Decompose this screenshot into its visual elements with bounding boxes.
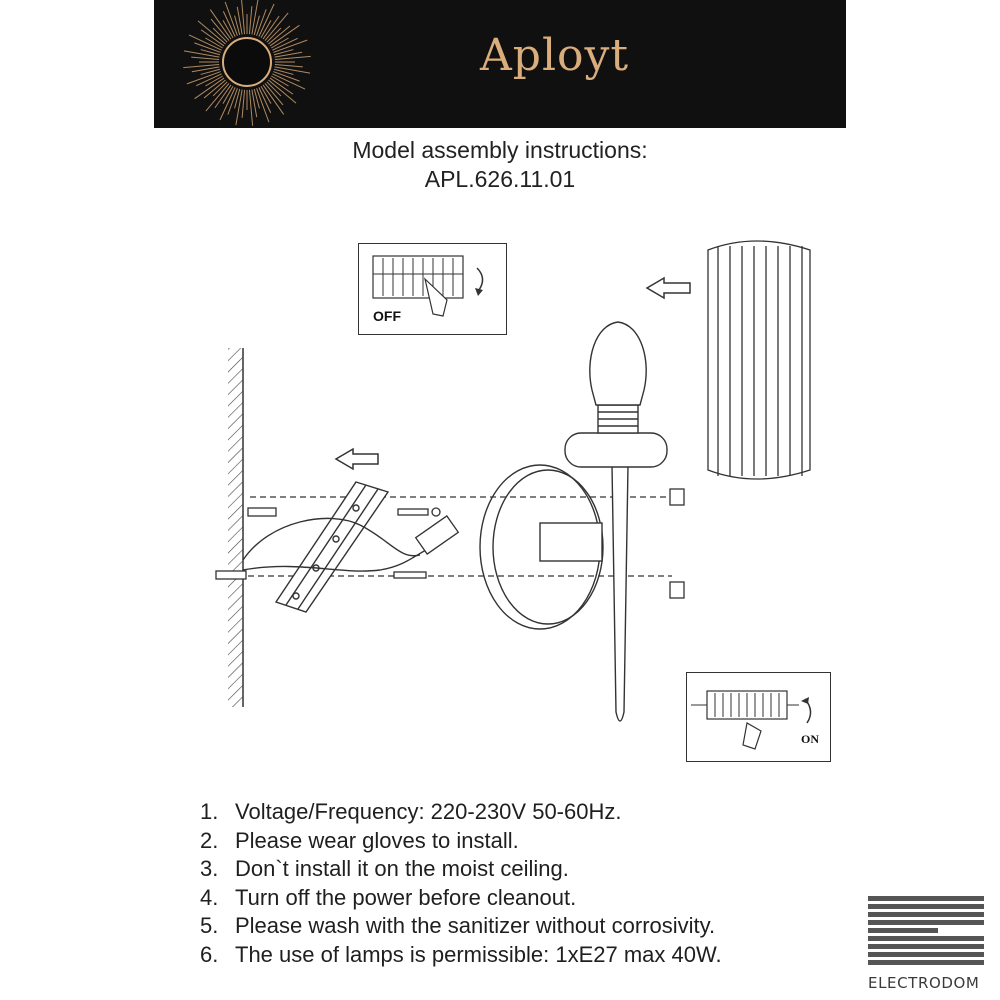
wall-base-plate: [480, 465, 603, 629]
breaker-on-panel: [686, 672, 831, 762]
note-text: Don`t install it on the moist ceiling.: [235, 856, 569, 881]
list-item: [200, 884, 722, 913]
note-text: Please wash with the sanitizer without corrosivity.: [235, 913, 716, 938]
list-item: [200, 827, 722, 856]
note-text: Voltage/Frequency: 220-230V 50-60Hz.: [235, 799, 622, 824]
switch-off-label: OFF: [373, 308, 401, 324]
note-number: 2.: [200, 827, 219, 853]
note-number: 6.: [200, 941, 219, 967]
decorative-nut: [670, 489, 684, 598]
glass-shade: [708, 241, 810, 479]
breaker-off-panel: [358, 243, 507, 335]
lamp-arm: [565, 433, 667, 721]
note-number: 5.: [200, 913, 219, 938]
note-text: The use of lamps is permissible: 1xE27 max 40W.: [235, 941, 722, 967]
note-number: 3.: [200, 856, 219, 881]
direction-arrow-left: [647, 278, 690, 298]
model-number: APL.626.11.01: [424, 166, 576, 192]
brand-logo: Aployt: [480, 30, 630, 81]
mounting-bracket: [276, 482, 388, 612]
wall-illustration: [228, 348, 243, 707]
switch-on-label: ON: [801, 732, 819, 746]
document-title: Model assembly instructions:: [352, 137, 648, 163]
note-number: 1.: [200, 799, 219, 824]
note-number: 4.: [200, 884, 219, 910]
electrodom-logo: [868, 896, 990, 972]
circuit-breaker-icon: [687, 673, 830, 761]
list-item: [200, 855, 722, 884]
list-item: [200, 798, 722, 827]
watermark-text: ELECTRODOM: [868, 974, 980, 992]
brand-banner: [154, 0, 846, 128]
list-item: [200, 941, 722, 970]
wall-anchor: [216, 508, 276, 579]
instruction-notes: [200, 798, 722, 969]
direction-arrow-left: [336, 449, 378, 469]
list-item: [200, 912, 722, 941]
note-text: Please wear gloves to install.: [235, 827, 519, 853]
light-bulb: [590, 322, 646, 433]
note-text: Turn off the power before cleanout.: [235, 884, 577, 910]
